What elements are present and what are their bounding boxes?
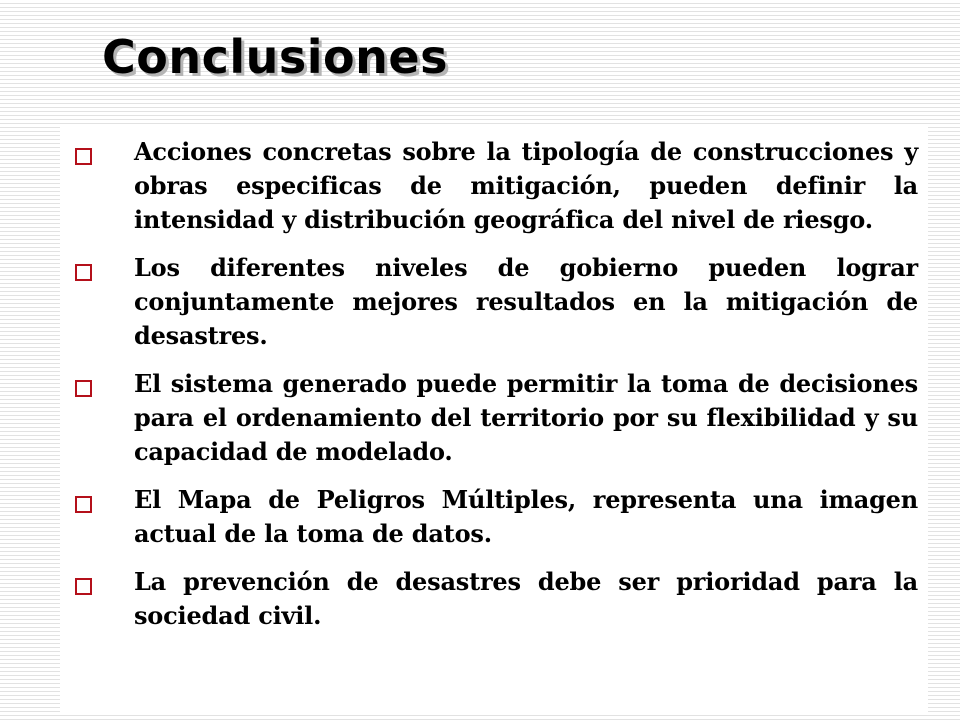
bullet-text: La prevención de desastres debe ser prioridad para la sociedad civil. (134, 567, 918, 630)
hollow-square-bullet-icon (75, 496, 92, 513)
bullet-text: El Mapa de Peligros Múltiples, representa una imagen actual de la toma de datos. (134, 485, 918, 548)
hollow-square-bullet-icon (75, 148, 92, 165)
conclusions-list (60, 135, 928, 647)
hollow-square-bullet-icon (75, 264, 92, 281)
list-item (60, 565, 928, 633)
hollow-square-bullet-icon (75, 380, 92, 397)
hollow-square-bullet-icon (75, 578, 92, 595)
bullet-text: El sistema generado puede permitir la toma de decisiones para el ordenamiento del territorio por su flexibilidad y su capacidad de modelado. (134, 369, 918, 466)
list-item (60, 251, 928, 353)
bullet-text: Acciones concretas sobre la tipología de construcciones y obras especificas de mitigación, pueden definir la intensidad y distribución geográfica del nivel de riesgo. (134, 137, 918, 234)
list-item (60, 135, 928, 237)
bullet-text: Los diferentes niveles de gobierno pueden lograr conjuntamente mejores resultados en la mitigación de desastres. (134, 253, 918, 350)
slide-title: Conclusiones (102, 30, 448, 84)
content-panel (60, 126, 928, 714)
list-item (60, 483, 928, 551)
list-item (60, 367, 928, 469)
